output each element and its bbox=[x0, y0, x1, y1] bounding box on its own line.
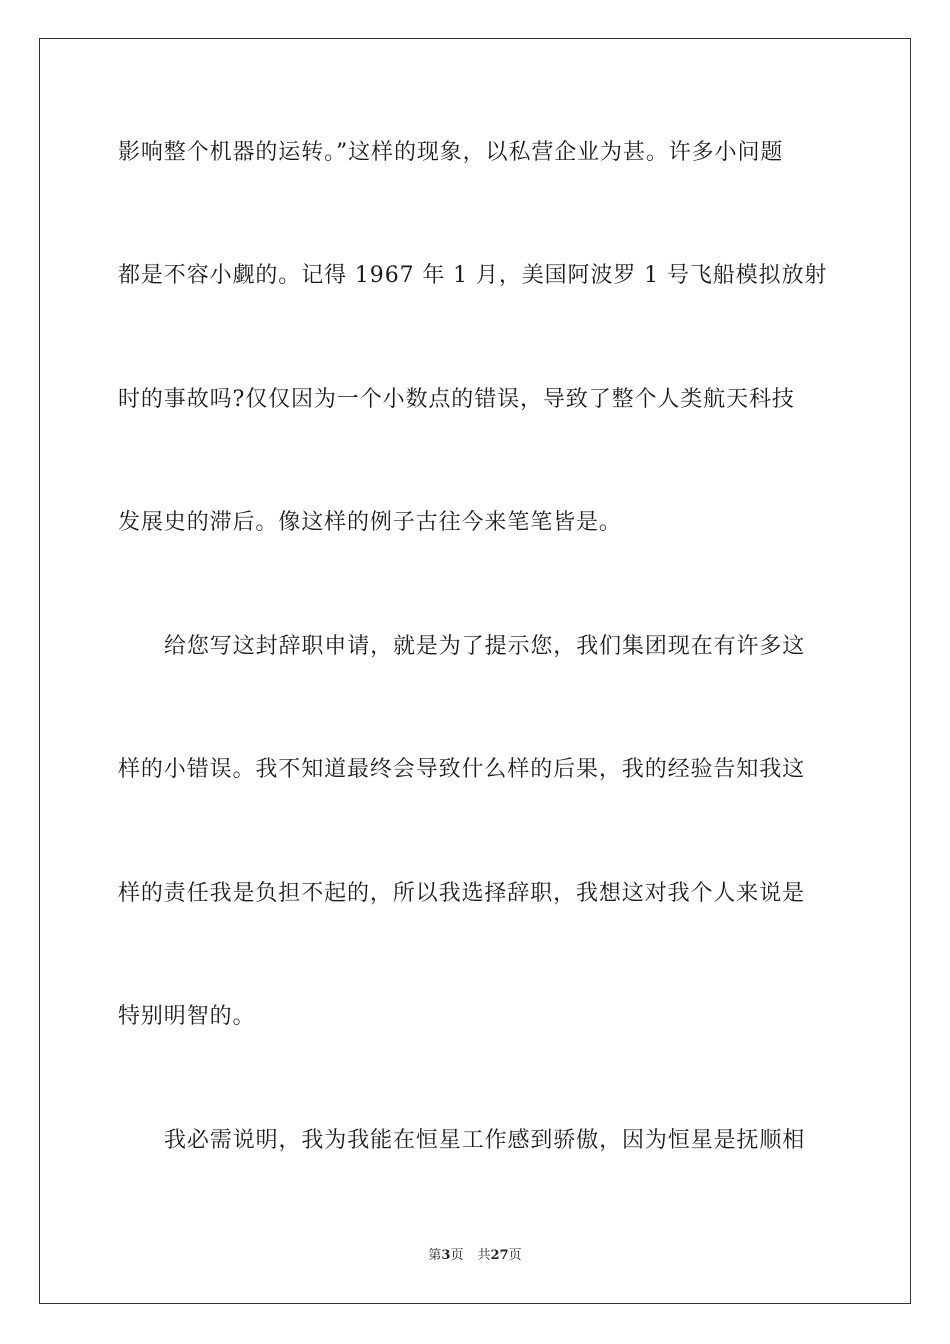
body-text-line: 发展史的滞后。像这样的例子古往今来笔笔皆是。 bbox=[118, 510, 622, 535]
total-pages: 27 bbox=[490, 1248, 509, 1263]
total-suffix: 页 bbox=[508, 1248, 522, 1263]
page-footer bbox=[0, 1247, 950, 1265]
paragraph-first-line: 给您写这封辞职申请，就是为了提示您，我们集团现在有许多这 bbox=[164, 634, 806, 659]
page-suffix: 页 bbox=[450, 1248, 464, 1263]
paragraph-first-line: 我必需说明，我为我能在恒星工作感到骄傲，因为恒星是抚顺相 bbox=[164, 1128, 806, 1153]
page-prefix: 第 bbox=[428, 1248, 442, 1263]
total-prefix: 共 bbox=[477, 1248, 491, 1263]
body-text-line: 都是不容小觑的。记得 1967 年 1 月，美国阿波罗 1 号飞船模拟放射 bbox=[118, 263, 828, 288]
page-border bbox=[39, 38, 911, 1304]
body-text-line: 影响整个机器的运转。”这样的现象，以私营企业为甚。许多小问题 bbox=[118, 140, 784, 165]
page-number: 3 bbox=[441, 1248, 451, 1263]
body-text-line: 样的小错误。我不知道最终会导致什么样的后果，我的经验告知我这 bbox=[118, 757, 806, 782]
body-text-line: 特别明智的。 bbox=[118, 1004, 256, 1029]
body-text-line: 样的责任我是负担不起的，所以我选择辞职，我想这对我个人来说是 bbox=[118, 881, 806, 906]
body-text-line: 时的事故吗?仅仅因为一个小数点的错误，导致了整个人类航天科技 bbox=[118, 387, 795, 412]
